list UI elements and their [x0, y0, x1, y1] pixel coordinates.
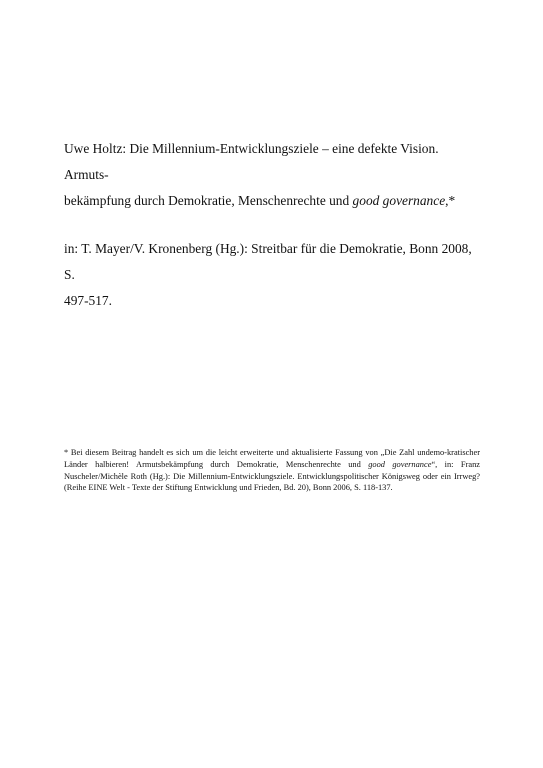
citation-source	[64, 236, 484, 314]
citation-title	[64, 136, 484, 214]
footnote-text-part1: * Bei diesem Beitrag handelt es sich um die leicht erweiterte und aktualisierte Fassung von „Die Zahl undemo-kratischer Länder halbieren! Armutsbekämpfung durch Demokratie, Menschenrechte und	[64, 448, 480, 469]
footnote-text-part2: “, in: Franz Nuscheler/Michèle Roth (Hg.): Die Millennium-Entwicklungsziele. Entwicklungspolitischer Königsweg oder ein Irrweg? (Reihe EINE Welt - Texte der Stiftung Entwicklung und Frieden, Bd. 20), Bonn 2006, S. 118-137.	[64, 459, 480, 493]
citation-title-line2-prefix: bekämpfung durch Demokratie, Menschenrechte und	[64, 193, 353, 208]
footnote-italic: good governance	[368, 459, 432, 469]
citation-source-line2: 497-517.	[64, 293, 112, 308]
citation-source-line1: in: T. Mayer/V. Kronenberg (Hg.): Streitbar für die Demokratie, Bonn 2008, S.	[64, 241, 472, 282]
citation-title-line1: Uwe Holtz: Die Millennium-Entwicklungsziele – eine defekte Vision. Armuts-	[64, 141, 439, 182]
footnote	[64, 447, 480, 494]
citation-title-line2-suffix: ,*	[445, 193, 456, 208]
citation-title-italic: good governance	[352, 193, 446, 208]
citation-block	[64, 136, 484, 314]
